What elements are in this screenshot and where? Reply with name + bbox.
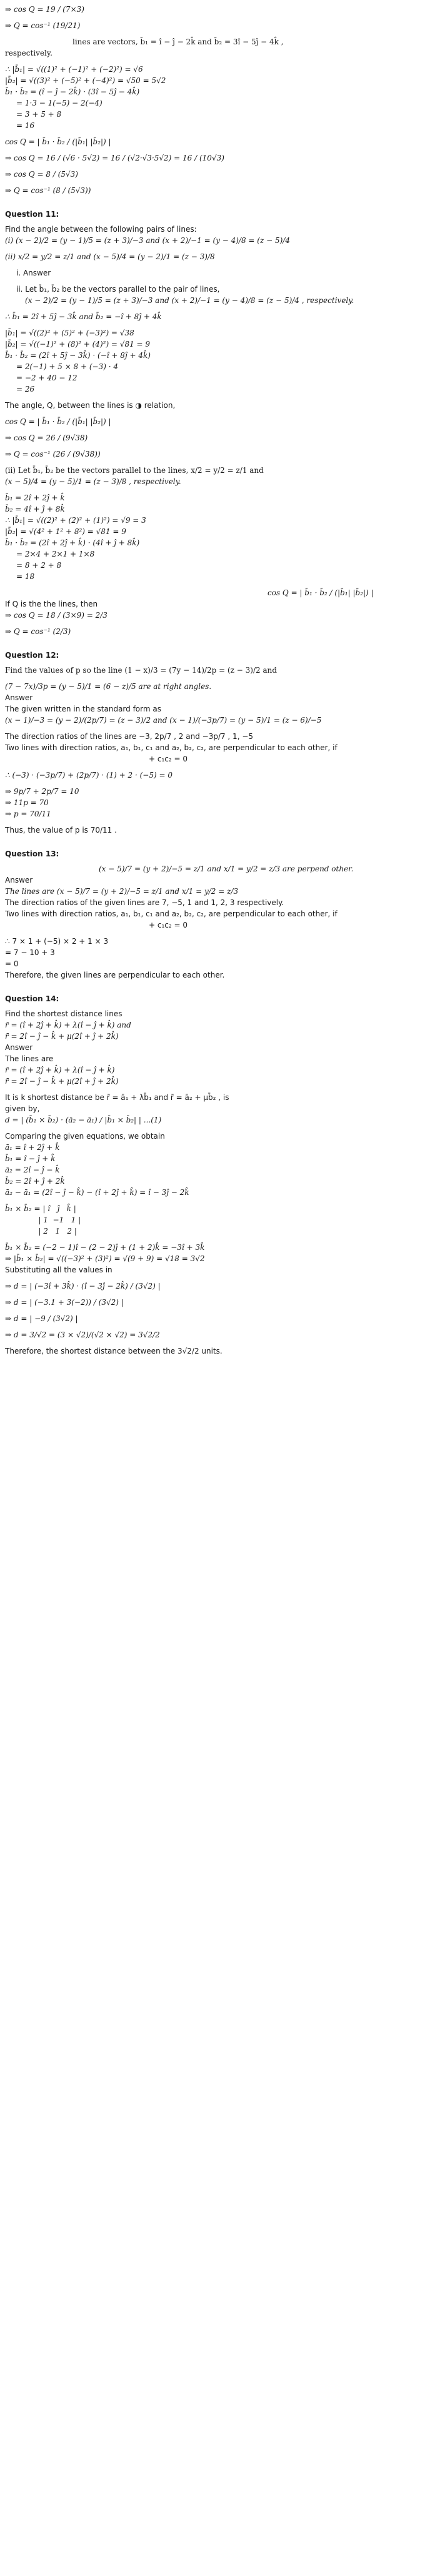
formula: d = | (b̄₁ × b̄₂) · (ā₂ − ā₁) / |b̄₁ × b̄₂| | ...(1) [5,1116,162,1124]
step: = 0 [5,959,19,968]
text-line: = 3 + 5 + 8 [16,110,62,119]
answer-label: Answer [5,1043,33,1052]
text-line: Two lines with direction ratios, a₁, b₁, c₁ and a₂, b₂, c₂, are perpendicular to each other, if [5,743,338,752]
step: ⇒ Q = cos⁻¹ (2/3) [5,627,71,636]
step: b̄₁ · b̄₂ = (2î + 2ĵ + k̂) · (4î + ĵ + 8k̂) [5,538,140,547]
text-line: ⇒ cos Q = 19 / (7×3) [5,5,84,14]
text-line: (ii) Let b̄₁, b̄₂ be the vectors parallel to the lines, x/2 = y/2 = z/1 and [5,466,264,475]
question-prompt: (x − 5)/7 = (y + 2)/−5 = z/1 and x/1 = y/2 = z/3 are perpend other. [99,864,354,873]
text-line: (x − 5)/4 = (y − 5)/1 = (z − 3)/8 , respectively. [5,477,181,486]
step: ⇒ 11p = 70 [5,798,49,807]
text-line: given by, [5,1104,40,1113]
text-line: (x − 2)/2 = (y − 1)/5 = (z + 3)/−3 and (x + 2)/−1 = (y − 4)/8 = (z − 5)/4 , respectively. [25,296,354,305]
step: = 8 + 2 + 8 [16,561,62,570]
determinant-row: b̄₁ × b̄₂ = | î ĵ k̂ | [5,1204,76,1213]
text-line: It is k shortest distance be r̄ = ā₁ + λb̄₁ and r̄ = ā₂ + μb̄₂ , is [5,1093,229,1102]
text-line: Substituting all the values in [5,1266,112,1274]
question-12 [5,651,430,836]
equation: r̄ = 2î − ĵ − k̂ + μ(2î + ĵ + 2k̂) [5,1077,119,1086]
text-line: respectively. [5,49,52,57]
text-line: Thus, the value of p is 70/11 . [5,826,117,835]
step: = 2×4 + 2×1 + 1×8 [16,550,95,558]
step: |b̄₂| = √((−1)² + (8)² + (4)²) = √81 = 9 [5,340,151,349]
text-line: + c₁c₂ = 0 [149,921,188,929]
question-title: Question 11: [5,210,59,219]
step: ∴ 7 × 1 + (−5) × 2 + 1 × 3 [5,937,109,946]
text-line: = 16 [16,121,35,130]
answer-label: Answer [5,693,33,702]
step: cos Q = | b̄₁ · b̄₂ / (|b̄₁| |b̄₂|) | [268,588,374,597]
text-line: The angle, Q, between the lines is ◑ relation, [5,401,176,410]
text-line: The lines are (x − 5)/7 = (y + 2)/−5 = z/1 and x/1 = y/2 = z/3 [5,887,239,896]
text-line: cos Q = | b̄₁ · b̄₂ / (|b̄₁| |b̄₂|) | [5,137,111,146]
determinant-row: | 1 −1 1 | [5,1216,81,1224]
question-title: Question 12: [5,651,59,660]
text-line: ⇒ Q = cos⁻¹ (8 / (5√3)) [5,186,91,195]
answer-label: Answer [5,876,33,884]
question-prompt: Find the angle between the following pairs of lines: [5,225,197,234]
text-line: Two lines with direction ratios, a₁, b₁, c₁ and a₂, b₂, c₂, are perpendicular to each other, if [5,909,338,918]
step: ⇒ d = | (−3.1 + 3(−2)) / (3√2) | [5,1298,124,1307]
text-line: lines are vectors, b̄₁ = î − ĵ − 2k̂ and b̄₂ = 3î − 5ĵ − 4k̂ , [72,37,284,46]
text-line: The direction ratios of the given lines are 7, −5, 1 and 1, 2, 3 respectively. [5,898,284,907]
step: ⇒ |b̄₁ × b̄₂| = √((−3)² + (3)²) = √(9 + 9) = √18 = 3√2 [5,1254,205,1263]
step: b̄₂ = 2î + ĵ + 2k̂ [5,1177,65,1186]
step: ⇒ d = 3/√2 = (3 × √2)/(√2 × √2) = 3√2/2 [5,1330,160,1339]
question-title: Question 14: [5,994,59,1003]
step: b̄₁ = î − ĵ + k̂ [5,1154,56,1163]
determinant-row: | 2 1 2 | [5,1227,77,1236]
question-11 [5,210,430,637]
step: b̄₁ · b̄₂ = (2î + 5ĵ − 3k̂) · (−î + 8ĵ + 4k̂) [5,351,151,360]
step: ⇒ d = | −9 / (3√2) | [5,1314,78,1323]
step: cos Q = | b̄₁ · b̄₂ / (|b̄₁| |b̄₂|) | [5,417,111,426]
text-line: b̄₁ · b̄₂ = (î − ĵ − 2k̂) · (3î − 5ĵ − 4k̂) [5,87,140,96]
step: |b̄₂| = √(4² + 1² + 8²) = √81 = 9 [5,527,126,536]
step: ⇒ cos Q = 26 / (9√38) [5,433,88,442]
text-line: = 1·3 − 1(−5) − 2(−4) [16,99,102,107]
text-line: The direction ratios of the lines are −3, 2p/7 , 2 and −3p/7 , 1, −5 [5,732,254,741]
step: = 7 − 10 + 3 [5,948,55,957]
text-line: ⇒ cos Q = 16 / (√6 · 5√2) = 16 / (√2·√3·5√2) = 16 / (10√3) [5,154,224,162]
equation: r̄ = (î + 2ĵ + k̂) + λ(î − ĵ + k̂) [5,1066,115,1074]
question-prompt: Find the shortest distance lines [5,1009,122,1018]
answer-label: i. Answer [16,269,51,277]
text-line: Therefore, the shortest distance between the 3√2/2 units. [5,1347,222,1355]
step: b̄₂ = 4î + ĵ + 8k̂ [5,505,65,513]
step: ⇒ p = 70/11 [5,810,51,818]
text-line: ⇒ Q = cos⁻¹ (19/21) [5,21,81,30]
text-line: Therefore, the given lines are perpendicular to each other. [5,971,225,979]
question-14 [5,994,430,1357]
text-line: ii. Let b̄₁, b̄₂ be the vectors parallel to the pair of lines, [16,285,220,294]
text-line: ∴ |b̄₁| = √((1)² + (−1)² + (−2)²) = √6 [5,65,143,74]
text-line: If Q is the the lines, then [5,600,98,608]
equation: r̄ = (î + 2ĵ + k̂) + λ(î − ĵ + k̂) and [5,1021,131,1029]
text-line: Comparing the given equations, we obtain [5,1132,165,1141]
step: ∴ b̄₁ = 2î + 5ĵ − 3k̂ and b̄₂ = −î + 8ĵ + 4k̂ [5,312,162,321]
text-line: |b̄₂| = √((3)² + (−5)² + (−4)²) = √50 = 5√2 [5,76,166,85]
step: |b̄₁| = √((2)² + (5)² + (−3)²) = √38 [5,329,134,337]
step: ā₂ − ā₁ = (2î − ĵ − k̂) − (î + 2ĵ + k̂) = î − 3ĵ − 2k̂ [5,1188,189,1197]
step: ⇒ d = | (−3î + 3k̂) · (î − 3ĵ − 2k̂) / (3√2) | [5,1282,161,1290]
step: ⇒ Q = cos⁻¹ (26 / (9√38)) [5,450,101,458]
step: b̄₁ × b̄₂ = (−2 − 1)î − (2 − 2)ĵ + (1 + 2)k̂ = −3î + 3k̂ [5,1243,205,1252]
part-i: (i) (x − 2)/2 = (y − 1)/5 = (z + 3)/−3 and (x + 2)/−1 = (y − 4)/8 = (z − 5)/4 [5,236,290,245]
question-13 [5,850,430,981]
question-title: Question 13: [5,850,59,858]
text-line: ⇒ cos Q = 8 / (5√3) [5,170,78,179]
step: ⇒ cos Q = 18 / (3×9) = 2/3 [5,611,108,620]
step: ā₁ = î + 2ĵ + k̂ [5,1143,60,1152]
step: ∴ |b̄₁| = √((2)² + (2)² + (1)²) = √9 = 3 [5,516,146,525]
equation: r̄ = 2î − ĵ − k̂ + μ(2î + ĵ + 2k̂) [5,1032,119,1041]
step: ā₂ = 2î − ĵ − k̂ [5,1166,60,1174]
part-ii: (ii) x/2 = y/2 = z/1 and (x − 5)/4 = (y − 2)/1 = (z − 3)/8 [5,252,215,261]
step: ∴ (−3) · (−3p/7) + (2p/7) · (1) + 2 · (−5) = 0 [5,771,172,780]
question-prompt: (7 − 7x)/3p = (y − 5)/1 = (6 − z)/5 are at right angles. [5,682,212,691]
step: (x − 1)/−3 = (y − 2)/(2p/7) = (z − 3)/2 and (x − 1)/(−3p/7) = (y − 5)/1 = (z − 6)/−5 [5,716,322,725]
intro-block [5,4,430,196]
step: b̄₁ = 2î + 2ĵ + k̂ [5,493,65,502]
step: = −2 + 40 − 12 [16,374,78,382]
step: = 2(−1) + 5 × 8 + (−3) · 4 [16,362,119,371]
question-prompt: Find the values of p so the line (1 − x)/3 = (7y − 14)/2p = (z − 3)/2 and [5,666,278,675]
text-line: + c₁c₂ = 0 [149,755,188,763]
step: = 18 [16,572,35,581]
text-line: The lines are [5,1054,54,1063]
text-line: The given written in the standard form as [5,705,161,713]
step: = 26 [16,385,35,394]
step: ⇒ 9p/7 + 2p/7 = 10 [5,787,79,796]
